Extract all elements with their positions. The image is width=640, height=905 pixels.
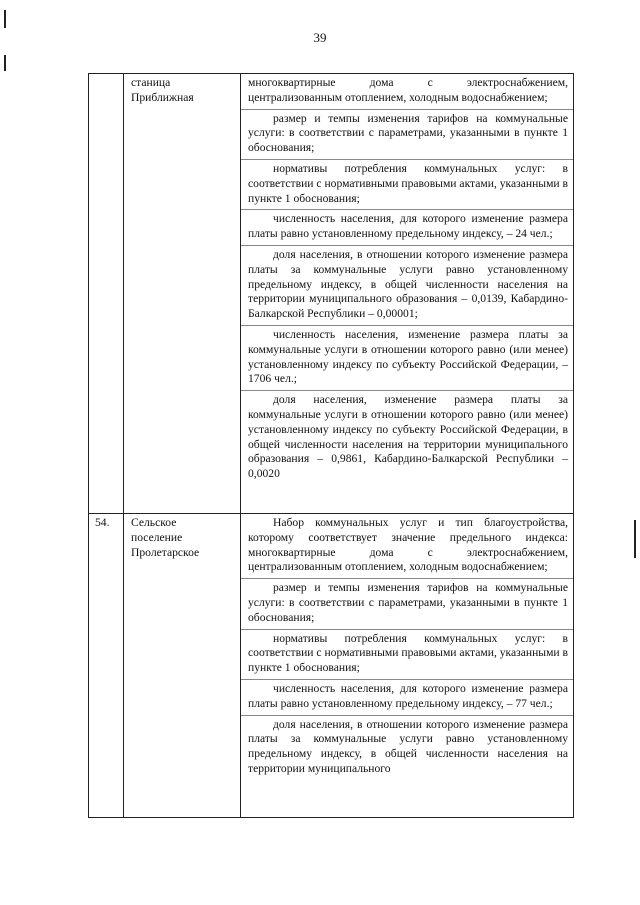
description-paragraph: численность населения, для которого изменение размера платы равно установленному предельному индексу, – 24 чел.;: [241, 210, 573, 246]
description-paragraph: нормативы потребления коммунальных услуг: в соответствии с нормативными правовыми актами, указанными в пункте 1 обоснования;: [241, 630, 573, 680]
description-cell: [241, 74, 574, 514]
description-paragraph: нормативы потребления коммунальных услуг: в соответствии с нормативными правовыми актами, указанными в пункте 1 обоснования;: [241, 160, 573, 210]
description-paragraph: размер и темпы изменения тарифов на коммунальные услуги: в соответствии с параметрами, указанными в пункте 1 обоснования;: [241, 579, 573, 629]
document-table: [88, 73, 574, 818]
row-number: 54.: [89, 514, 124, 818]
description-paragraph: доля населения, изменение размера платы за коммунальные услуги в отношении которого равно (или менее) установленному индексу по субъекту Российской Федерации, в общей численности населения на территории муниципального образования – 0,9861, Кабардино-Балкарской Республики – 0,0020: [248, 393, 568, 481]
table-row: [89, 514, 574, 818]
settlement-name-line: Пролетарское: [131, 545, 200, 559]
description-paragraph: доля населения, в отношении которого изменение размера платы за коммунальные услуги равно установленному предельному индексу, в общей численности населения на территории муниципального образования – 0,0139, Кабардино-Балкарской Республики – 0,00001;: [241, 246, 573, 326]
description-paragraph: многоквартирные дома с электроснабжением, централизованным отоплением, холодным водоснабжением;: [241, 74, 573, 110]
description-paragraph: доля населения, в отношении которого изменение размера платы за коммунальные услуги равно установленному предельному индексу, в общей численности населения на территории муниципального: [248, 717, 568, 775]
row-number: [89, 74, 124, 514]
description-paragraph: размер и темпы изменения тарифов на коммунальные услуги: в соответствии с параметрами, указанными в пункте 1 обоснования;: [241, 110, 573, 160]
description-cell: [241, 514, 574, 818]
left-edge-mark: [4, 55, 6, 71]
left-edge-mark: [4, 10, 6, 28]
settlement-name: [124, 514, 241, 818]
description-paragraph: численность населения, для которого изменение размера платы равно установленному предельному индексу, – 77 чел.;: [241, 680, 573, 716]
table-row: [89, 74, 574, 514]
settlement-name-line: поселение: [131, 530, 183, 544]
description-paragraph: численность населения, изменение размера платы за коммунальные услуги в отношении которого равно (или менее) установленному индексу по субъекту Российской Федерации, – 1706 чел.;: [241, 326, 573, 391]
settlement-name-line: Сельское: [131, 516, 177, 529]
settlement-name-line: Приближная: [131, 90, 194, 104]
right-edge-mark: [634, 520, 636, 558]
page-number: 39: [313, 30, 327, 45]
settlement-name-line: станица: [131, 76, 171, 89]
settlement-name: [124, 74, 241, 514]
description-paragraph: Набор коммунальных услуг и тип благоустройства, которому соответствует значение предельного индекса: многоквартирные дома с электроснабжением, централизованным отоплением, холодным водоснабжением;: [241, 514, 573, 579]
